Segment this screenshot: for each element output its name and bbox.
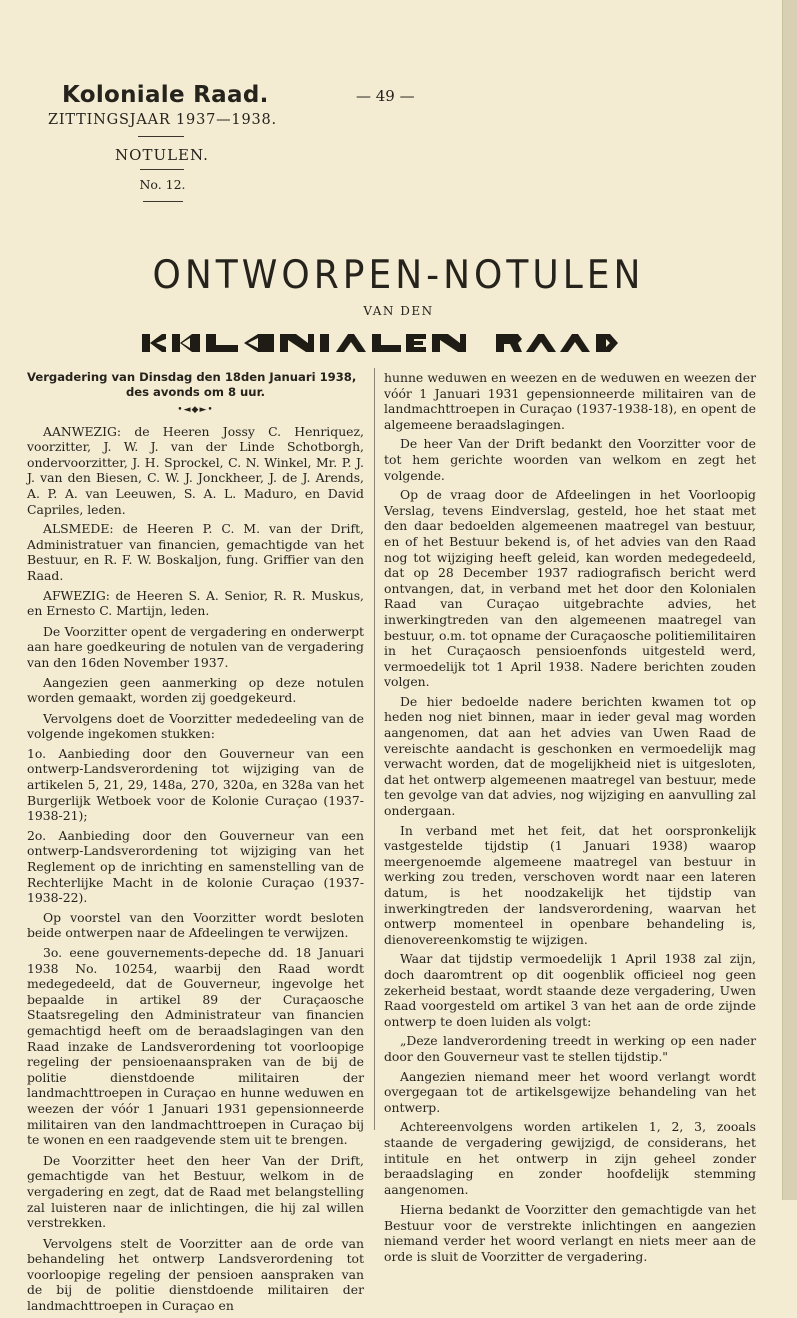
paragraph: Vervolgens doet de Voorzitter mededeeling van de volgende ingekomen stukken:: [27, 710, 364, 742]
right-column: [384, 370, 756, 1269]
header-divider: [143, 201, 183, 202]
attendance-absent: AFWEZIG: de Heeren S. A. Senior, R. R. Muskus, en Ernesto C. Martijn, leden.: [27, 587, 364, 619]
attendance-also: ALSMEDE: de Heeren P. C. M. van der Drift, Administratuer van financien, gemachtigde van het Bestuur, en R. F. W. Boskaljon, fung. Griffier van den Raad.: [27, 521, 364, 583]
header-divider: [140, 169, 184, 170]
paragraph: 2o. Aanbieding door den Gouverneur van een ontwerp-Landsverordening tot wijziging van het Reglement op de inrichting en samenstelling van de Rechterlijke Macht in de kolonie Curaçao (1937-1938-22).: [27, 827, 364, 906]
paragraph: 1o. Aanbieding door den Gouverneur van een ontwerp-Landsverordening tot wijziging van de artikelen 5, 21, 29, 148a, 270, 320a, en 328a van het Burgerlijk Wetboek voor de Kolonie Curaçao (1937-1938-21);: [27, 745, 364, 824]
subtitle: VAN DEN: [363, 304, 434, 318]
paragraph: De heer Van der Drift bedankt den Voorzitter voor de tot hem gerichte woorden van welkom en zegt het volgende.: [384, 436, 756, 483]
paragraph: Aangezien geen aanmerking op deze notulen worden gemaakt, worden zij goedgekeurd.: [27, 674, 364, 706]
column-divider: [374, 368, 375, 1130]
header-divider: [138, 136, 184, 137]
paragraph: Aangezien niemand meer het woord verlangt wordt overgegaan tot de artikelsgewijze behandeling van het ontwerp.: [384, 1068, 756, 1115]
paragraph: 3o. eene gouvernements-depeche dd. 18 Januari 1938 No. 10254, waarbij den Raad wordt medegedeeld, dat de Gouverneur, ingevolge het bepaalde in artikel 89 der Curaçaosche Staatsregeling den Administrateur van financien gemachtigd heeft om de beraadslagingen van den Raad inzake de Landsverordening tot voorloopige regeling der pensioenaanspraken van de bij de politie dienstdoende militairen der landmachttroepen in Curaçao en hunne weduwen en weezen der vóór 1 Januari 1931 gepensionneerde militairen van den landmachttroepen in Curaçao bij te wonen en een raadgevende stem uit te brengen.: [27, 945, 364, 1148]
paragraph: Waar dat tijdstip vermoedelijk 1 April 1938 zal zijn, doch daaromtrent op dit oogenblik officieel nog geen zekerheid bestaat, wordt staande deze vergadering, Uwen Raad voorgesteld om artikel 3 van het aan de orde zijnde ontwerp te doen luiden als volgt:: [384, 951, 756, 1029]
scan-edge-strip: [782, 0, 797, 1200]
issue-number: No. 12.: [139, 177, 186, 192]
meeting-heading-line1: Vergadering van Dinsdag den 18den Januari 1938,: [27, 370, 357, 384]
page-number: — 49 —: [356, 87, 415, 105]
paragraph: hunne weduwen en weezen en de weduwen en weezen der vóór 1 Januari 1931 gepensionneerde militairen van de landmachttroepen in Curaçao (1937-1938-18), en opent de algemeene beraadslagingen.: [384, 370, 756, 432]
council-title: Koloniale Raad.: [62, 82, 269, 108]
notulen-label: NOTULEN.: [115, 146, 209, 164]
paragraph: De hier bedoelde nadere berichten kwamen tot op heden nog niet binnen, maar in ieder geval mag worden aangenomen, dat aan het advies van Uwen Raad de vereischte aandacht is geschonken en vermoedelijk mag verwacht worden, dat de mogelijkheid niet is uitgesloten, dat het ontwerp algemeenen maatregel van bestuur, mede ten gevolge van dat advies, nog wijziging en aanvulling zal ondergaan.: [384, 693, 756, 819]
meeting-heading-line2: des avonds om 8 uur.: [125, 385, 266, 399]
meeting-heading: [27, 370, 364, 400]
main-title: ONTWORPEN-NOTULEN: [152, 252, 645, 299]
left-column: [27, 370, 364, 1318]
ornament-divider: •◄◆►•: [177, 405, 214, 415]
paragraph: „Deze landverordening treedt in werking op een nader door den Gouverneur vast te stellen tijdstip.": [384, 1033, 756, 1064]
paragraph: Hierna bedankt de Voorzitter den gemachtigde van het Bestuur voor de verstrekte inlichtingen en aangezien niemand verder het woord verlangt en niets meer aan de orde is sluit de Voorzitter de vergadering.: [384, 1202, 756, 1265]
paragraph: De Voorzitter heet den heer Van der Drift, gemachtigde van het Bestuur, welkom in de vergadering en zegt, dat de Raad met belangstelling zal luisteren naar de inlichtingen, die hij zal willen verstrekken.: [27, 1152, 364, 1231]
session-year: ZITTINGSJAAR 1937—1938.: [48, 112, 277, 128]
paragraph: Vervolgens stelt de Voorzitter aan de orde van behandeling het ontwerp Landsverordening tot voorloopige regeling der pensioen aanspraken van de bij de politie dienstdoende militairen der landmachttroepen in Curaçao en: [27, 1235, 364, 1314]
paragraph: Op de vraag door de Afdeelingen in het Voorloopig Verslag, tevens Eindverslag, gesteld, hoe het staat met den daar bedoelden algemeenen maatregel van bestuur, en of het Bestuur bekend is, of het advies van den Raad nog tot wijziging heeft geleid, kan worden medegedeeld, dat op 28 December 1937 radiografisch bericht werd ontvangen, dat, in verband met het door den Kolonialen Raad van Curaçao uitgebrachte advies, het inwerkingtreden van den algemeenen maatregel van bestuur, o.m. tot opname der Curaçaosche politiemilitairen in het Curaçaosch pensioenfonds uitgesteld werd, vermoedelijk tot 1 April 1938. Nadere berichten zouden volgen.: [384, 487, 756, 690]
decorative-banner-kolonialen-raad: [140, 330, 620, 356]
paragraph: De Voorzitter opent de vergadering en onderwerpt aan hare goedkeuring de notulen van de vergadering van den 16den November 1937.: [27, 623, 364, 670]
paragraph: Op voorstel van den Voorzitter wordt besloten beide ontwerpen naar de Afdeelingen te verwijzen.: [27, 909, 364, 941]
attendance-present: AANWEZIG: de Heeren Jossy C. Henriquez, voorzitter, J. W. J. van der Linde Schotborgh, ondervoorzitter, J. H. Sprockel, C. N. Winkel, Mr. P. J. J. van den Biesen, C. W. J. Jonckheer, J. de J. Arends, A. P. A. van Leeuwen, S. A. L. Maduro, en David Capriles, leden.: [27, 423, 364, 517]
paragraph: In verband met het feit, dat het oorspronkelijk vastgestelde tijdstip (1 Januari 1938) waarop meergenoemde algemeene maatregel van bestuur in werking zou treden, verschoven wordt naar een lateren datum, is het noodzakelijk het tijdstip van inwerkingtreden der landsverordening, waarvan het ontwerp momenteel in openbare behandeling is, dienovereenkomstig te wijzigen.: [384, 822, 756, 947]
paragraph: Achtereenvolgens worden artikelen 1, 2, 3, zooals staande de vergadering gewijzigd, de considerans, het intitule en het ontwerp in zijn geheel zonder beraadslaging en zonder hoofdelijk stemming aangenomen.: [384, 1119, 756, 1197]
